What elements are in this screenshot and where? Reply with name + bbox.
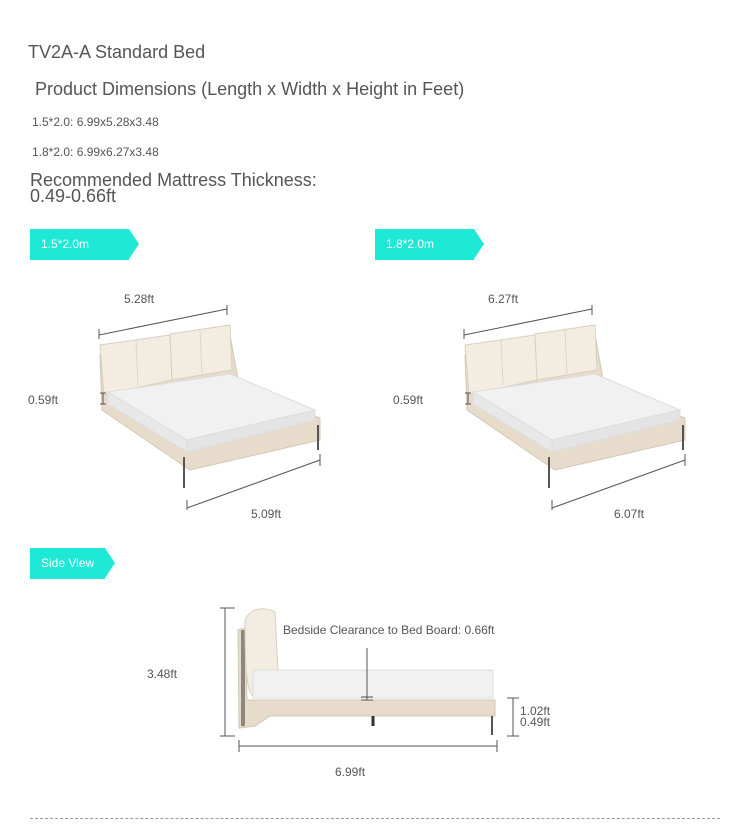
mattress-thickness — [30, 172, 317, 204]
side-view-clearance: Bedside Clearance to Bed Board: 0.66ft — [283, 623, 495, 637]
bed-large-mattress-thickness: 0.59ft — [393, 393, 424, 407]
side-view-tag: Side View — [30, 548, 105, 579]
bed-large-length: 6.07ft — [614, 507, 645, 521]
size-tag-large: 1.8*2.0m — [375, 229, 474, 260]
side-view-frame-height: 0.49ft — [520, 715, 551, 729]
dimension-line-small: 1.5*2.0: 6.99x5.28x3.48 — [32, 115, 159, 129]
bed-illustration-large — [455, 300, 695, 515]
bed-small-width: 5.28ft — [124, 292, 155, 306]
bed-small-length: 5.09ft — [251, 507, 282, 521]
side-view-length: 6.99ft — [335, 765, 366, 779]
dimensions-heading: Product Dimensions (Length x Width x Height in Feet) — [35, 79, 465, 99]
mattress-thickness-value: 0.49-0.66ft — [30, 186, 117, 206]
bed-illustration-small — [90, 300, 330, 515]
bed-small-mattress-thickness: 0.59ft — [28, 393, 59, 407]
mattress-thickness-label: Recommended Mattress Thickness: — [30, 170, 317, 190]
side-view-top-height: 1.02ft — [520, 704, 551, 718]
side-view-height: 3.48ft — [147, 667, 178, 681]
page-title: TV2A-A Standard Bed — [28, 42, 206, 62]
dimension-line-large: 1.8*2.0: 6.99x6.27x3.48 — [32, 145, 159, 159]
bed-large-width: 6.27ft — [488, 292, 519, 306]
size-tag-small: 1.5*2.0m — [30, 229, 129, 260]
section-divider — [30, 818, 720, 819]
